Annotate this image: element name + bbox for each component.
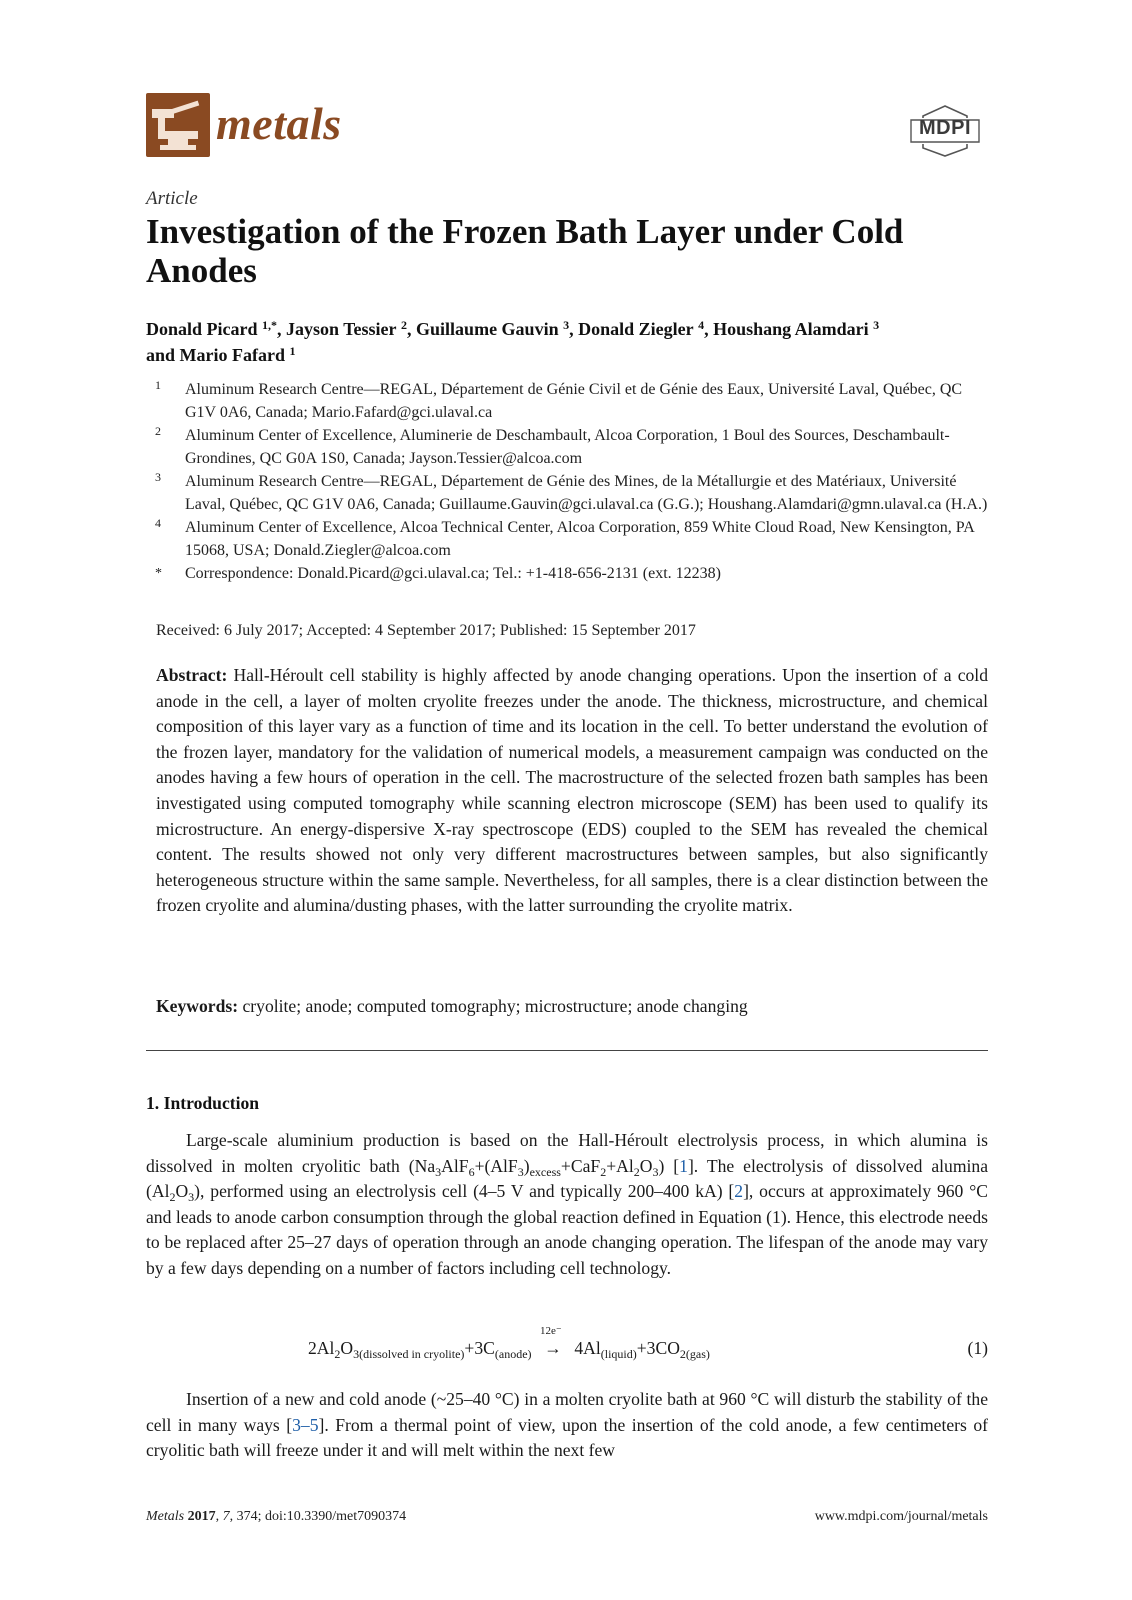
arrow-glyph: →: [544, 1338, 562, 1358]
subscript: 3: [188, 1190, 195, 1205]
text-run: ) [: [658, 1155, 680, 1176]
author-affiliation-mark: 2: [401, 318, 408, 332]
author-affiliation-mark: 1,*: [262, 318, 278, 332]
footer-year: 2017: [187, 1509, 216, 1524]
abstract-text: Hall-Héroult cell stability is highly affected by anode changing operations. Upon the insertion of a cold anode in the cell, a layer of molten cryolite freezes under the anode. The thickness, microstructure, and chemical composition of this layer vary as a function of time and its location in the cell. To better understand the evolution of the frozen layer, mandatory for the validation of numerical models, a measurement campaign was conducted on the anodes having a few hours of operation in the cell. The macrostructure of the selected frozen bath samples has been investigated using computed tomography while scanning electron microscope (SEM) has been used to qualify its microstructure. An energy-dispersive X-ray spectroscope (EDS) coupled to the SEM has revealed the chemical content. The results showed not only very different macrostructures between samples, but also significantly heterogeneous structure within the same sample. Nevertheless, for all samples, there is a clear distinction between the frozen cryolite and alumina/dusting phases, with the latter surrounding the cryolite matrix.: [156, 665, 988, 916]
citation-link[interactable]: 1: [679, 1155, 688, 1176]
affiliation-item: [152, 470, 992, 516]
author-separator: ,: [569, 319, 579, 339]
equation-term: O: [340, 1338, 354, 1358]
affiliation-item: [152, 378, 992, 424]
author-separator: ,: [704, 319, 714, 339]
author-separator: and: [146, 345, 180, 365]
equation-term: +3C: [464, 1338, 495, 1358]
affiliation-text: Aluminum Center of Excellence, Aluminerie de Deschambault, Alcoa Corporation, 1 Boul des Sources, Deschambault-Grondines, QC G0A 1S0, Canada; Jayson.Tessier@alcoa.com: [185, 427, 950, 467]
affiliation-text: Aluminum Center of Excellence, Alcoa Technical Center, Alcoa Corporation, 859 White Cloud Road, New Kensington, PA 15068, USA; Donald.Ziegler@alcoa.com: [185, 519, 974, 559]
author-name: Donald Ziegler: [578, 319, 694, 339]
subscript: 3: [517, 1164, 524, 1179]
subscript: (liquid): [600, 1347, 637, 1361]
affiliation-mark: 1: [155, 378, 161, 392]
author-name: Houshang Alamdari: [713, 319, 869, 339]
body-paragraph: [146, 1128, 988, 1282]
author-name: Donald Picard: [146, 319, 258, 339]
text-run: ]. From a thermal point of view, upon the insertion of the cold anode, a few centimeters of cryolitic bath will freeze under it and will melt within the next few: [146, 1414, 988, 1461]
subscript: 6: [468, 1164, 475, 1179]
arrow-label: 12e⁻: [539, 1325, 562, 1337]
equation-term: +3CO: [636, 1338, 680, 1358]
journal-name: metals: [216, 98, 342, 149]
correspondence-item: [152, 562, 992, 585]
section-heading: 1. Introduction: [146, 1093, 260, 1113]
subscript: 2: [600, 1164, 607, 1179]
publisher-logo-text: MDPI: [919, 117, 971, 139]
correspondence-mark: *: [155, 566, 162, 581]
author-name: Mario Fafard: [179, 345, 285, 365]
affiliation-list: [152, 378, 992, 585]
author-affiliation-mark: 3: [563, 318, 570, 332]
subscript: (anode): [494, 1347, 532, 1361]
section-divider: [146, 1050, 988, 1051]
subscript: 2(gas): [679, 1347, 710, 1361]
author-name: Guillaume Gauvin: [416, 319, 559, 339]
affiliation-text: Aluminum Research Centre—REGAL, Département de Génie des Mines, de la Métallurgie et des Matériaux, Université Laval, Québec, QC G1V 0A6, Canada; Guillaume.Gauvin@gci.ulaval.ca (G.G.); Houshang.Alamdari@gmn.ulaval.ca (H.A.): [185, 473, 988, 513]
footer-journal-url[interactable]: www.mdpi.com/journal/metals: [814, 1509, 988, 1524]
text-run: +(AlF: [474, 1155, 518, 1176]
subscript: excess: [529, 1164, 561, 1179]
affiliation-text: Aluminum Research Centre—REGAL, Département de Génie Civil et de Génie des Eaux, Université Laval, Québec, QC G1V 0A6, Canada; Mario.Fafard@gci.ulaval.ca: [185, 381, 963, 421]
abstract-label: Abstract:: [156, 665, 228, 685]
citation-link[interactable]: 2: [734, 1181, 744, 1202]
footer-doi: , 374; doi:10.3390/met7090374: [229, 1509, 407, 1524]
anvil-hammer-icon: [146, 93, 210, 157]
footer-volume: 7: [222, 1509, 230, 1524]
keywords-text: cryolite; anode; computed tomography; microstructure; anode changing: [242, 996, 748, 1016]
equation-number: (1): [967, 1338, 988, 1358]
author-affiliation-mark: 4: [698, 318, 705, 332]
reaction-arrow: [536, 1325, 570, 1359]
text-run: ]. The electrolysis of dissolved alumina (Al: [146, 1155, 989, 1202]
text-run: ), performed using an electrolysis cell (4–5 V and typically 200–400 kA) [: [194, 1181, 735, 1202]
affiliation-mark: 2: [155, 424, 161, 438]
text-run: AlF: [441, 1155, 469, 1176]
keywords-label: Keywords:: [156, 996, 239, 1016]
text-run: ], occurs at approximately 960 °C and leads to anode carbon consumption through the global reaction defined in Equation (1). Hence, this electrode needs to be replaced after 25–27 days of operation through an anode changing operation. The lifespan of the anode may vary by a few days depending on a number of factors including cell technology.: [146, 1181, 988, 1278]
text-run: Large-scale aluminium production is based on the Hall-Héroult electrolysis process, in which alumina is dissolved in molten cryolitic bath (Na: [146, 1130, 988, 1176]
abstract: [156, 663, 988, 919]
subscript: 3: [652, 1164, 659, 1179]
text-run: Insertion of a new and cold anode (~25–40 °C) in a molten cryolite bath at 960 °C will disturb the stability of the cell in many ways [: [146, 1389, 988, 1435]
affiliation-mark: 4: [155, 516, 161, 530]
text-run: +CaF: [560, 1155, 601, 1176]
text-run: +Al: [606, 1155, 634, 1176]
subscript: 2: [169, 1190, 176, 1205]
footer-journal: Metals: [146, 1509, 185, 1524]
affiliation-item: [152, 516, 992, 562]
affiliation-mark: 3: [155, 470, 161, 484]
citation-link[interactable]: 3–5: [292, 1414, 319, 1435]
journal-logo: [146, 93, 210, 157]
author-affiliation-mark: 3: [873, 318, 880, 332]
publication-dates: Received: 6 July 2017; Accepted: 4 September 2017; Published: 15 September 2017: [156, 622, 696, 639]
author-name: Jayson Tessier: [286, 319, 397, 339]
text-run: O: [175, 1181, 189, 1202]
subscript: 2: [334, 1347, 341, 1361]
body-paragraph: [146, 1387, 988, 1464]
paper-title: Investigation of the Frozen Bath Layer under Cold Anodes: [146, 212, 904, 290]
text-run: ): [523, 1155, 530, 1176]
subscript: 3(dissolved in cryolite): [353, 1347, 465, 1361]
affiliation-item: [152, 424, 992, 470]
author-list: [146, 316, 996, 368]
article-type: Article: [146, 188, 198, 209]
author-affiliation-mark: 1: [289, 344, 296, 358]
footer-citation: Metals 2017, 7, 374; doi:10.3390/met7090374: [146, 1509, 407, 1524]
equation-body: [308, 1325, 710, 1361]
equation-term: 4Al: [574, 1338, 601, 1358]
equation-term: 2Al: [308, 1338, 335, 1358]
author-separator: ,: [407, 319, 417, 339]
equation-1: [146, 1325, 988, 1372]
keywords: [156, 996, 988, 1017]
subscript: 3: [435, 1164, 442, 1179]
text-run: O: [639, 1155, 653, 1176]
author-separator: ,: [277, 319, 287, 339]
correspondence-text: Correspondence: Donald.Picard@gci.ulaval.ca; Tel.: +1-418-656-2131 (ext. 12238): [185, 565, 721, 582]
subscript: 2: [633, 1164, 640, 1179]
